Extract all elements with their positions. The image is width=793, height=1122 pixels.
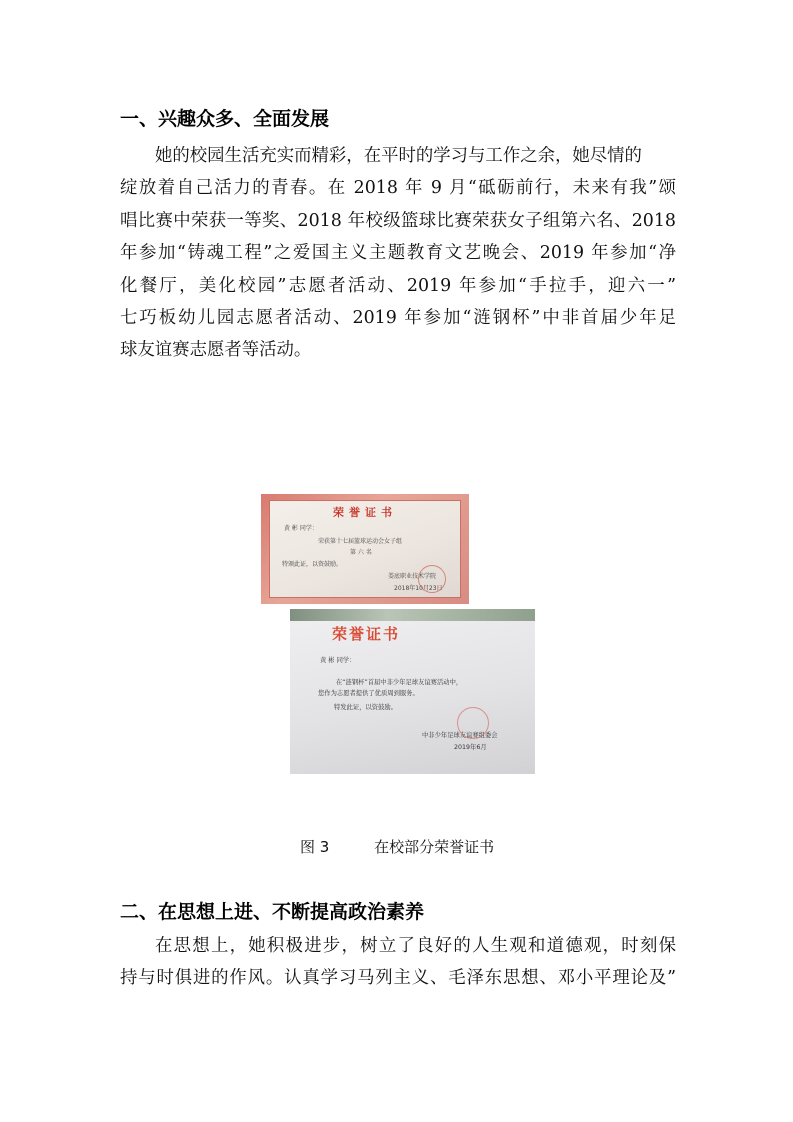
certificate-issuer: 中非少年足球友谊赛组委会 [422,732,498,739]
section2-paragraph [120,930,676,995]
certificate-date: 2018年10月23日 [394,585,443,592]
figure-number: 图 3 [300,838,330,856]
section-heading-interests: 一、兴趣众多、全面发展 [120,108,330,130]
paragraph-line: 在思想上，她积极进步，树立了良好的人生观和道德观，时刻保 [155,936,676,956]
certificate-photo-basketball [261,494,469,604]
certificate-recipient: 黄 彬 同学： [284,525,318,532]
paragraph-line: 球友谊赛志愿者等活动。 [120,340,312,361]
certificate-header-band [290,609,535,621]
section-heading-politics: 二、在思想上进、不断提高政治素养 [120,901,425,923]
certificate-award: 荣获第十七届篮球运动会女子组 [318,538,403,545]
red-seal [418,565,446,593]
certificate-title: 荣誉证书 [333,506,397,519]
paragraph-line: 她的校园生活充实而精彩，在平时的学习与工作之余，她尽情的 [155,146,642,166]
certificate-recipient: 黄 彬 同学： [320,657,356,664]
certificate-closing: 特发此证，以资鼓励。 [334,704,397,711]
red-seal [457,707,489,739]
certificate-photo-volunteer [290,609,535,774]
certificate-date: 2019年6月 [454,744,487,751]
paragraph-line: 七巧板幼儿园志愿者活动、2019 年参加“涟钢杯”中非首届少年足 [120,308,676,329]
figure-caption-text: 在校部分荣誉证书 [374,838,495,856]
certificate-issuer: 娄底职业技术学院 [388,573,437,580]
certificate-closing: 特颁此证，以资鼓励。 [282,561,343,568]
certificate-body-line: 您作为志愿者提供了优质周到服务。 [318,690,419,697]
paragraph-line: 持与时俱进的作风。认真学习马列主义、毛泽东思想、邓小平理论及” [120,968,676,989]
paragraph-line: 唱比赛中荣获一等奖、2018 年校级篮球比赛荣获女子组第六名、2018 [120,210,676,231]
paragraph-line: 化餐厅，美化校园”志愿者活动、2019 年参加“手拉手，迎六一” [120,275,676,296]
paragraph-line: 绽放着自己活力的青春。在 2018 年 9 月“砥砺前行，未来有我”颂 [120,178,676,199]
certificate-title: 荣誉证书 [332,625,401,643]
section1-paragraph [120,140,676,367]
certificate-body-line: 在“涟钢杯”首届中非少年足球友谊赛活动中， [336,679,463,686]
paragraph-line: 年参加“铸魂工程”之爱国主义主题教育文艺晚会、2019 年参加“净 [120,243,676,264]
certificate-rank: 第 六 名 [350,549,372,556]
certificate-body [269,500,461,598]
figure-caption [300,836,494,857]
